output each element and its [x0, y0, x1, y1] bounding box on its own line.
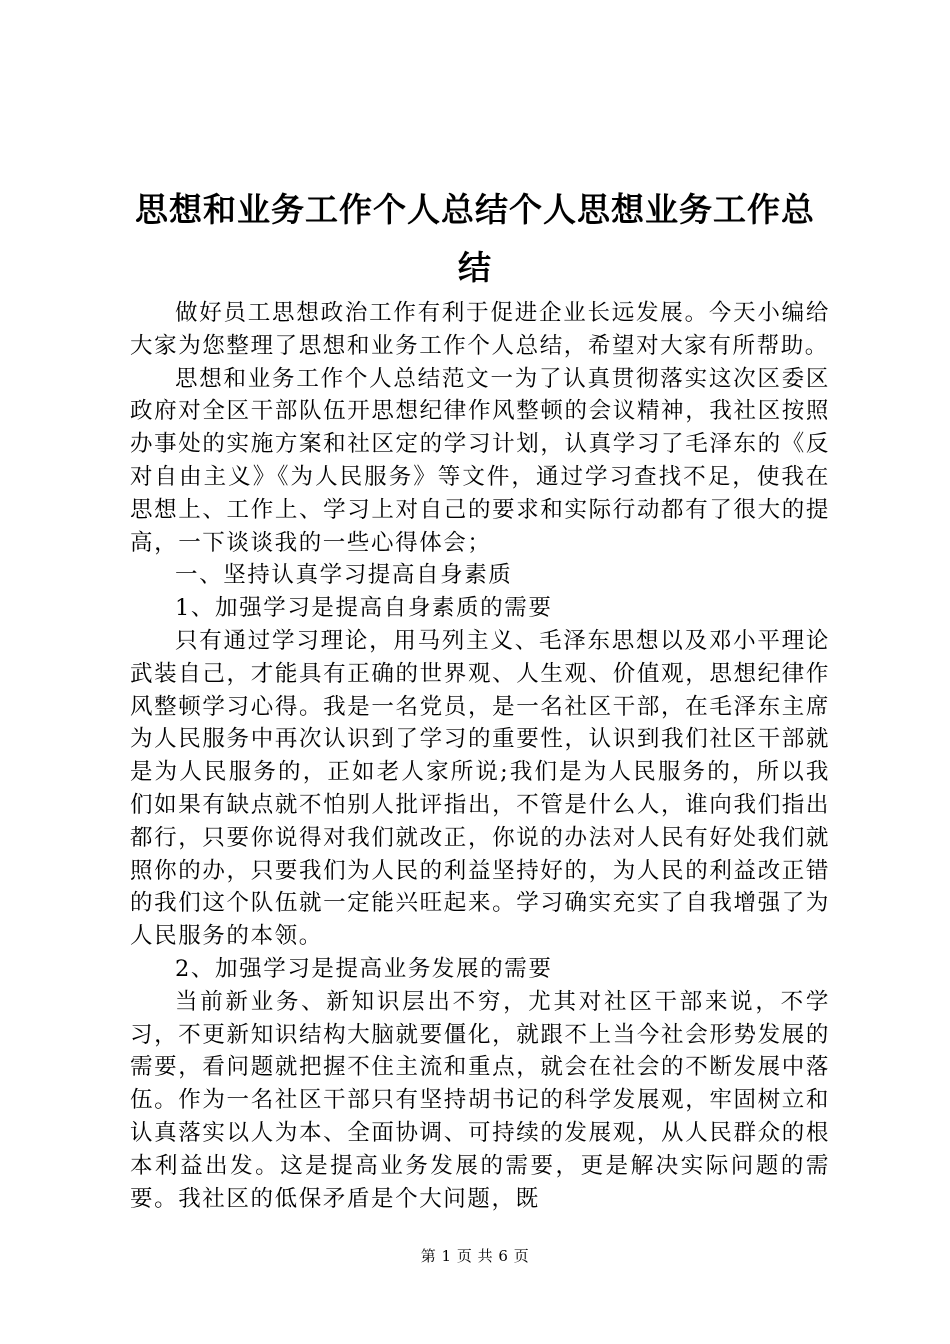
business-development-paragraph: 当前新业务、新知识层出不穷，尤其对社区干部来说，不学习，不更新知识结构大脑就要僵化，就跟不上当今社会形势发展的需要，看问题就把握不住主流和重点，就会在社会的不断发展中落伍。作为一名社区干部只有坚持胡书记的科学发展观，牢固树立和认真落实以人为本、全面协调、可持续的发展观，从人民群众的根本利益出发。这是提高业务发展的需要，更是解决实际问题的需要。我社区的低保矛盾是个大问题，既	[130, 988, 830, 1212]
section-heading-1: 一、坚持认真学习提高自身素质	[175, 562, 513, 589]
study-theory-paragraph: 只有通过学习理论，用马列主义、毛泽东思想以及邓小平理论武装自己，才能具有正确的世界观、人生观、价值观，思想纪律作风整顿学习心得。我是一名党员，是一名社区干部，在毛泽东主席为人民服务中再次认识到了学习的重要性，认识到我们社区干部就是为人民服务的，正如老人家所说;我们是为人民服务的，所以我们如果有缺点就不怕别人批评指出，不管是什么人，谁向我们指出都行，只要你说得对我们就改正，你说的办法对人民有好处我们就照你的办，只要我们为人民的利益坚持好的，为人民的利益改正错的我们这个队伍就一定能兴旺起来。学习确实充实了自我增强了为人民服务的本领。	[130, 627, 830, 950]
sample-one-paragraph: 思想和业务工作个人总结范文一为了认真贯彻落实这次区委区政府对全区干部队伍开思想纪律作风整顿的会议精神，我社区按照办事处的实施方案和社区定的学习计划，认真学习了毛泽东的《反对自由主义》《为人民服务》等文件，通过学习查找不足，使我在思想上、工作上、学习上对自己的要求和实际行动都有了很大的提高，一下谈谈我的一些心得体会；	[130, 365, 830, 556]
intro-paragraph: 做好员工思想政治工作有利于促进企业长远发展。今天小编给大家为您整理了思想和业务工作个人总结，希望对大家有所帮助。	[130, 300, 830, 359]
document-body	[130, 297, 830, 1215]
page-number-footer: 第 1 页 共 6 页	[420, 1247, 530, 1265]
document-title-line-1: 思想和业务工作个人总结个人思想业务工作总	[135, 190, 815, 229]
subsection-heading-2: 2、加强学习是提高业务发展的需要	[175, 955, 553, 982]
subsection-heading-1: 1、加强学习是提高自身素质的需要	[175, 595, 553, 622]
document-title-line-2: 结	[458, 248, 492, 287]
